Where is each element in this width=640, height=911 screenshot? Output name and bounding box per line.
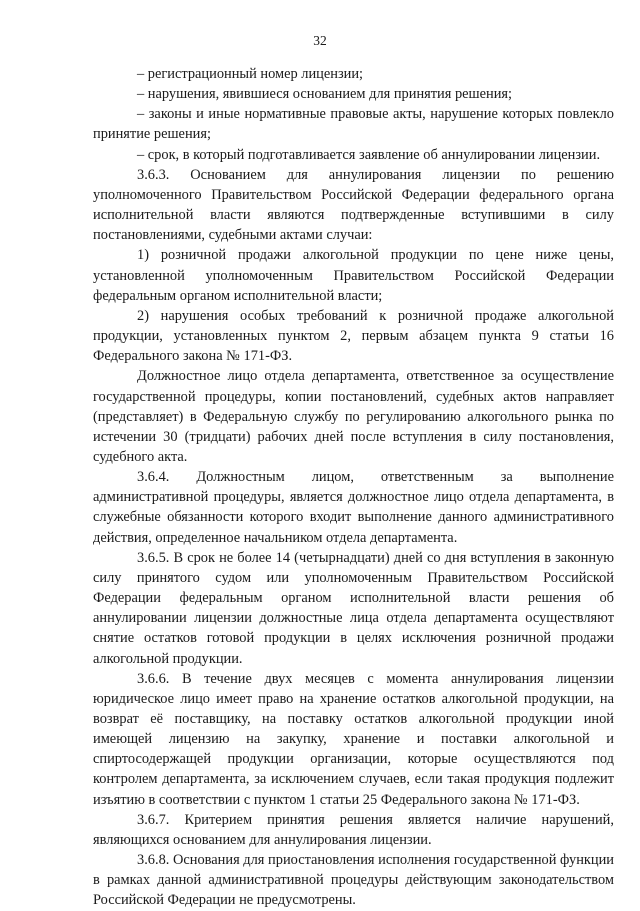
clause-3-6-7: 3.6.7. Критерием принятия решения является наличие нарушений, являющихся основанием для аннулирования лицензии.: [93, 811, 614, 848]
clause-3-6-3-item-2: 2) нарушения особых требований к розничной продаже алкогольной продукции, установленных пунктом 2, первым абзацем пункта 9 статьи 16 Федерального закона № 171-ФЗ.: [93, 307, 614, 365]
clause-3-6-3-item-1: 1) розничной продажи алкогольной продукции по цене ниже цены, установленной уполномоченным Правительством Российской Федерации федеральным органом исполнительной власти;: [93, 247, 614, 304]
clause-3-6-3-official-duty: Должностное лицо отдела департамента, ответственное за осуществление государственной процедуры, копии постановлений, судебных актов направляет (представляет) в Федеральную службу по регулированию алкогольного рынка по истечении 30 (тридцати) рабочих дней после вступления в силу постановления, судебного акта.: [93, 368, 614, 465]
list-item-violations: – нарушения, явившиеся основанием для принятия решения;: [137, 86, 513, 103]
clause-3-6-8: 3.6.8. Основания для приостановления исполнения государственной функции в рамках данной административной процедуры действующим законодательством Российской Федерации не предусмотрены.: [93, 852, 614, 909]
clause-3-6-4: 3.6.4. Должностным лицом, ответственным за выполнение административной процедуры, является должностное лицо отдела департамента, в служебные обязанности которого входит выполнение данного административного действия, определенное начальником отдела департамента.: [93, 469, 614, 546]
clause-3-6-5: 3.6.5. В срок не более 14 (четырнадцати) дней со дня вступления в законную силу принятого судом или уполномоченным Правительством Российской Федерации федеральным органом исполнительной власти решения об аннулировании лицензии должностные лица отдела департамента осуществляют снятие остатков готовой продукции в целях исключения розничной продажи алкогольной продукции.: [93, 549, 614, 667]
list-item-deadline: – срок, в который подготавливается заявление об аннулировании лицензии.: [137, 146, 601, 163]
page-number: 32: [313, 33, 327, 48]
clause-3-6-3: 3.6.3. Основанием для аннулирования лицензии по решению уполномоченного Правительством Российской Федерации федерального органа исполнительной власти являются подтвержденные вступившими в силу постановлениями, судебными актами случаи:: [93, 166, 614, 244]
document-body: [93, 64, 614, 911]
clause-3-6-6: 3.6.6. В течение двух месяцев с момента аннулирования лицензии юридическое лицо имеет право на хранение остатков алкогольной продукции, на возврат её поставщику, на поставку остатков алкогольной продукции иной имеющей лицензию на закупку, хранение и поставки алкогольной и спиртосодержащей продукции организации, которые осуществляются под контролем департамента, за исключением случаев, если такая продукция подлежит изъятию в соответствии с пунктом 1 статьи 25 Федерального закона № 171-ФЗ.: [93, 670, 614, 808]
list-item-license-number: – регистрационный номер лицензии;: [137, 66, 364, 82]
list-item-laws: – законы и иные нормативные правовые акты, нарушение которых повлекло принятие решения;: [93, 106, 614, 143]
